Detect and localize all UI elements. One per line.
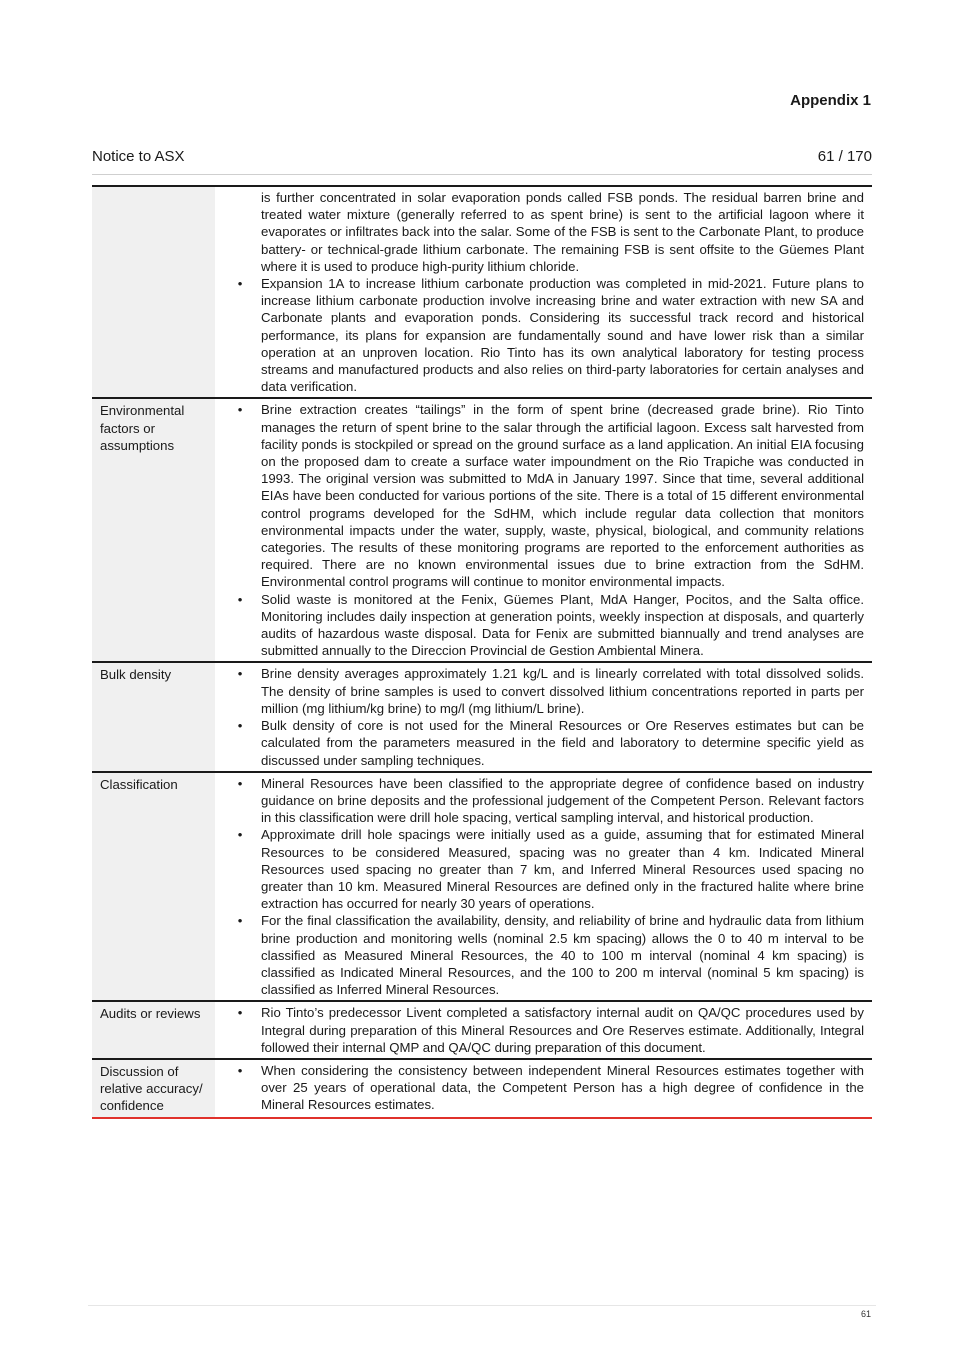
- list-item-text: Solid waste is monitored at the Fenix, Güemes Plant, MdA Hanger, Pocitos, and the Salta office. Monitoring includes daily inspection at generation points, weekly inspection at disposals, and quarterly audits of hazardous waste disposal. Data for Fenix are submitted biannually and trend analyses are submitted annually to the Direccion Provincial de Gestion Ambiental Minera.: [261, 591, 864, 659]
- bullet-icon: •: [237, 913, 243, 929]
- criteria-label: Classification: [92, 773, 215, 1001]
- page-indicator: 61 / 170: [817, 148, 872, 165]
- page-header: [92, 148, 872, 165]
- criteria-table: [92, 185, 872, 1119]
- list-item: [221, 1062, 864, 1114]
- bullet-icon: •: [237, 1062, 243, 1078]
- commentary-cell: [215, 773, 872, 1001]
- list-item: [221, 275, 864, 395]
- criteria-label: Bulk density: [92, 663, 215, 770]
- footer-page-number: 61: [860, 1309, 871, 1319]
- bullet-icon: •: [237, 718, 243, 734]
- bullet-icon: •: [237, 402, 243, 418]
- bullet-icon: •: [237, 827, 243, 843]
- commentary-list: [221, 401, 864, 659]
- list-item: [221, 591, 864, 660]
- header-divider: [92, 174, 872, 175]
- list-item-text: Bulk density of core is not used for the Mineral Resources or Ore Reserves estimates but can be calculated from the parameters measured in the field and laboratory to determine specific yield as discussed under sampling techniques.: [261, 718, 864, 768]
- commentary-cell: [215, 187, 872, 397]
- criteria-label: Audits or reviews: [92, 1002, 215, 1058]
- criteria-label: [92, 187, 215, 397]
- commentary-list: [221, 189, 864, 395]
- list-item-text: For the final classification the availability, density, and reliability of brine and hydraulic data from lithium brine production and monitoring wells (nominal 2.5 km spacing) allows the 0 to 40 m interval to be classified as Measured Mineral Resources, the 40 to 100 m interval (nominal 4 km spacing) is classified as Indicated Mineral Resources, and the 100 to 200 m interval (nominal 5 km spacing) is classified as Inferred Mineral Resources.: [261, 913, 864, 998]
- appendix-label: Appendix 1: [790, 92, 871, 109]
- list-item: [221, 717, 864, 769]
- commentary-list: [221, 665, 864, 768]
- criteria-label: Discussion of relative accuracy/ confidence: [92, 1060, 215, 1117]
- list-item-text: When considering the consistency between independent Mineral Resources estimates together with over 25 years of operational data, the Competent Person has a high degree of confidence in the Mineral Resources estimates.: [261, 1062, 864, 1113]
- table-row: [92, 187, 872, 399]
- list-item-text: Mineral Resources have been classified to the appropriate degree of confidence based on industry guidance on brine deposits and the professional judgement of the Competent Person. Relevant factors in this classification were drill hole spacing, vertical sampling interval, and historical production.: [261, 775, 864, 826]
- list-item-text: Expansion 1A to increase lithium carbonate production was completed in mid-2021. Future plans to increase lithium carbonate production involve increasing brine and water extraction with new SA and Carbonate plants and evaporation ponds. Considering its successful track record and historical performance, its plans for expansion are fundamentally sound and have lower risk than a similar operation at an unproven location. Rio Tinto has its own analytical laboratory for testing process streams and manufactured products and also relies on third-party laboratories for certain analyses and data verification.: [261, 276, 864, 395]
- commentary-cell: [215, 663, 872, 770]
- commentary-list: [221, 775, 864, 999]
- bullet-icon: •: [237, 276, 243, 292]
- list-item: [221, 189, 864, 275]
- list-item: [221, 826, 864, 912]
- list-item-text: Brine density averages approximately 1.21 kg/L and is linearly correlated with total dissolved solids. The density of brine samples is used to convert dissolved lithium concentrations reported in parts per million (mg lithium/kg brine) to mg/l (mg lithium/L brine).: [261, 666, 864, 716]
- table-row: [92, 1060, 872, 1119]
- bullet-icon: •: [237, 775, 243, 791]
- list-item-text: is further concentrated in solar evaporation ponds called FSB ponds. The residual barren brine and treated water mixture (generally referred to as spent brine) is sent to the artificial lagoon where it evaporates or infiltrates back into the salar. Some of the FSB is sent to the Carbonate Plant, to produce battery- or technical-grade lithium carbonate. The remaining FSB is sent offsite to the Güemes Plant where it is used to produce high-purity lithium chloride.: [261, 190, 864, 274]
- commentary-list: [221, 1062, 864, 1114]
- list-item-text: Brine extraction creates “tailings” in the form of spent brine (decreased grade brine). Rio Tinto manages the return of spent brine to the salar through the artificial lagoon. Excess salt harvested from facility ponds is stockpiled or spread on the ground surface as a land application. An initial EIA focusing on the proposed dam to create a surface water impoundment on the Rio Trapiche was conducted in 1993. The original version was submitted to MdA in January 1997. Since that time, several additional EIAs have been conducted for various portions of the site. There is a total of 15 different environmental control programs developed for the SdHM, which include regular data collection that monitors environmental impacts under the water, supply, waste, physical, biological, and community relations categories. The results of these monitoring programs are reported to the enforcement authorities as required. There are no known environmental issues due to brine extraction from the SdHM. Environmental control programs will continue to monitor environmental impacts.: [261, 402, 864, 590]
- table-row: [92, 663, 872, 772]
- commentary-cell: [215, 1060, 872, 1117]
- table-row: [92, 773, 872, 1003]
- footer-divider: [88, 1305, 876, 1306]
- criteria-label: Environmental factors or assumptions: [92, 399, 215, 661]
- list-item: [221, 665, 864, 717]
- table-row: [92, 1002, 872, 1060]
- list-item: [221, 1004, 864, 1056]
- commentary-cell: [215, 1002, 872, 1058]
- bullet-icon: •: [237, 1005, 243, 1021]
- commentary-cell: [215, 399, 872, 661]
- bullet-icon: •: [237, 591, 243, 607]
- document-title: Notice to ASX: [92, 148, 185, 165]
- list-item: [221, 912, 864, 998]
- list-item: [221, 401, 864, 590]
- list-item-text: Approximate drill hole spacings were initially used as a guide, assuming that for estimated Mineral Resources to be considered Measured, spacing was no greater than 4 km. Indicated Mineral Resources used spacing no greater than 7 km, and Inferred Mineral Resources used spacing no greater than 10 km. Measured Mineral Resources are defined only in the fractured halite where brine extraction has occurred for nearly 30 years of operations.: [261, 827, 864, 912]
- commentary-list: [221, 1004, 864, 1056]
- list-item-text: Rio Tinto’s predecessor Livent completed a satisfactory internal audit on QA/QC procedures used by Integral during preparation of this Mineral Resources and Ore Reserves estimate. Additionally, Integral followed their internal QMP and QA/QC during preparation of this document.: [261, 1005, 864, 1055]
- list-item: [221, 775, 864, 827]
- bullet-icon: •: [237, 666, 243, 682]
- table-row: [92, 399, 872, 663]
